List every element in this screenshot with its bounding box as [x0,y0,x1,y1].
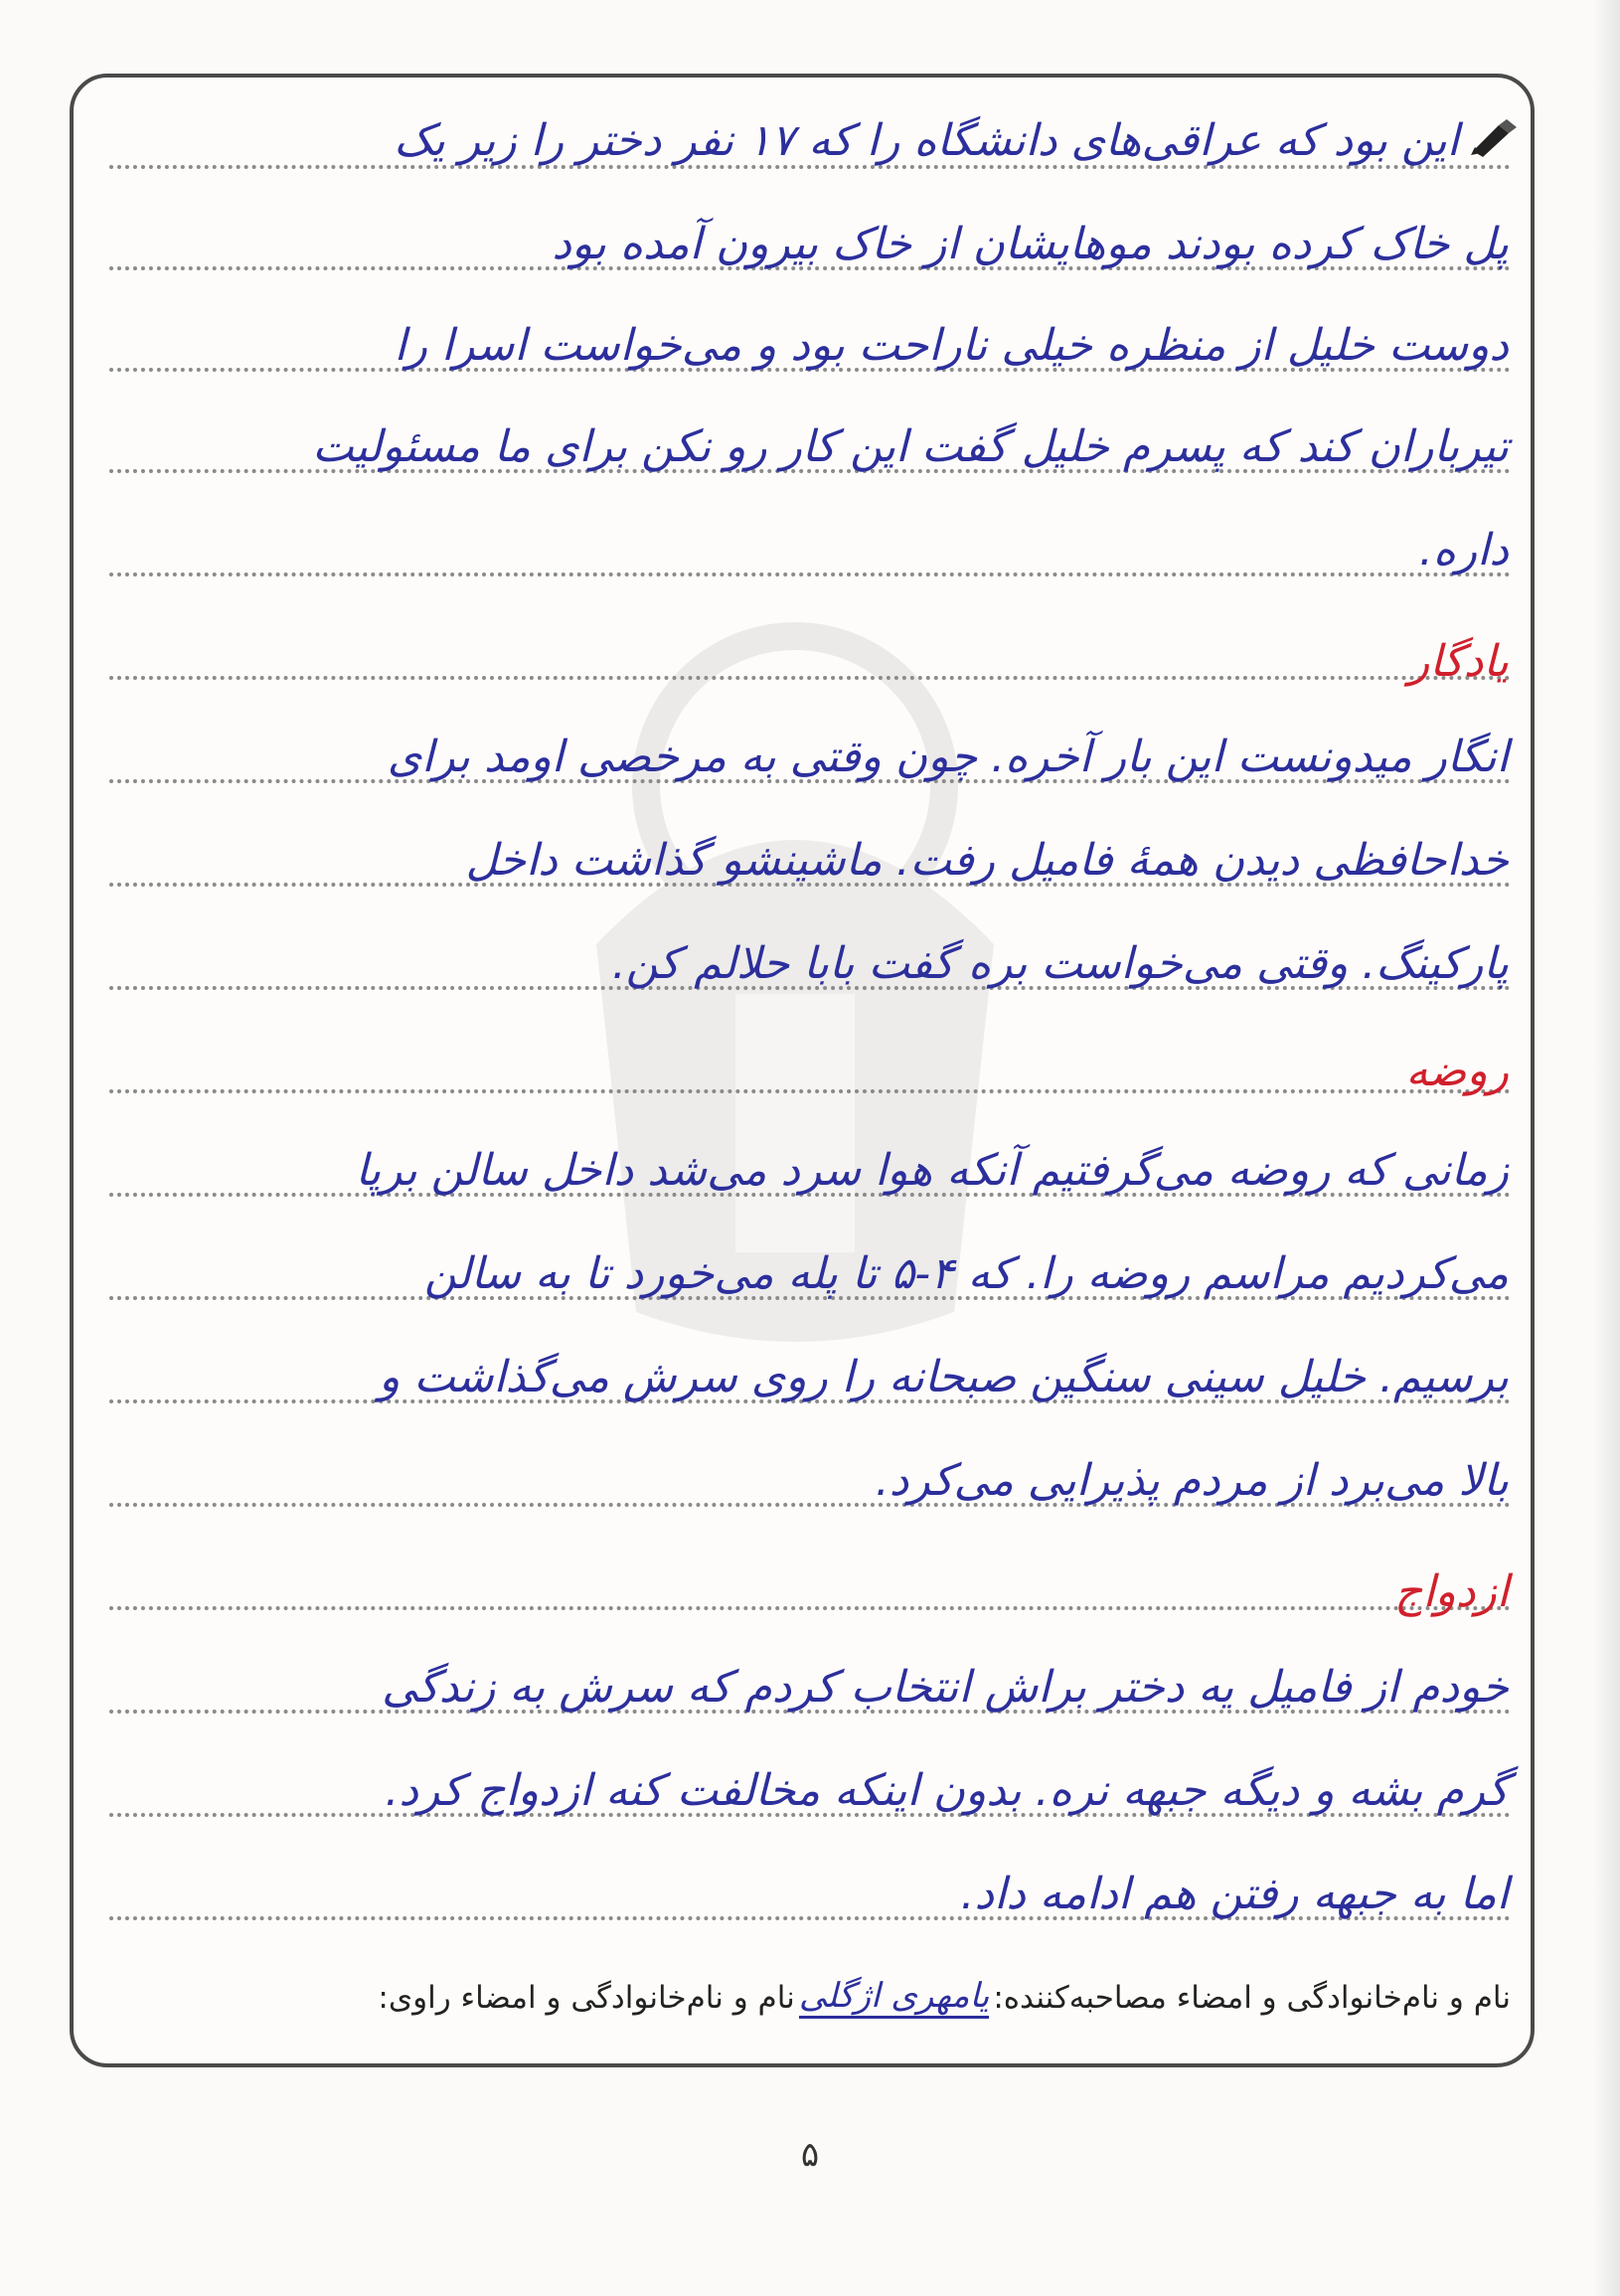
handwritten-line-10: می‌کردیم مراسم روضه را. که ۴-۵ تا پله می‌خورد تا به سالن [423,1248,1509,1299]
handwritten-line-9: زمانی که روضه می‌گرفتیم آنکه هوا سرد می‌شد داخل سالن برپا [355,1145,1509,1196]
handwritten-line-2: پل خاک کرده بودند موهایشان از خاک بیرون آمده بود [552,219,1509,269]
interviewer-label: نام و نام‌خانوادگی و امضاء مصاحبه‌کننده: [993,1979,1511,2016]
ruling-line [109,1606,1511,1610]
handwritten-line-8: پارکینگ. وقتی می‌خواست بره گفت بابا حلالم کن. [611,938,1509,989]
heading-ezdevaj: ازدواج [1394,1566,1509,1617]
handwritten-line-15: اما به جبهه رفتن هم ادامه داد. [960,1869,1509,1919]
narrator-label: نام و نام‌خانوادگی و امضاء راوی: [378,1979,795,2016]
ruling-line [109,676,1511,680]
ruling-line [109,1089,1511,1093]
interviewer-signature: یامهری اژگلی [799,1976,990,2019]
handwritten-line-14: گرم بشه و دیگه جبهه نره. بدون اینکه مخالفت کنه ازدواج کرد. [385,1765,1509,1816]
handwritten-line-6: انگار میدونست این بار آخره. چون وقتی به مرخصی اومد برای [387,732,1509,782]
ruling-line [109,573,1511,576]
heading-rozeh: روضه [1405,1046,1509,1096]
signature-footer [109,1976,1511,2019]
handwritten-line-3: دوست خلیل از منظره خیلی ناراحت بود و می‌خواست اسرا را [394,320,1509,371]
handwritten-line-5: داره. [1418,525,1509,575]
page-number: ۵ [800,2135,820,2175]
handwritten-line-13: خودم از فامیل یه دختر براش انتخاب کردم که سرش به زندگی [382,1662,1509,1713]
heading-yadegar: یادگار [1408,636,1509,687]
handwritten-line-7: خداحافظی دیدن همهٔ فامیل رفت. ماشینشو گذاشت داخل [465,835,1509,886]
handwritten-line-4: تیرباران کند که پسرم خلیل گفت این کار رو نکن برای ما مسئولیت [312,421,1509,472]
page-binding-edge [1594,0,1620,2296]
handwritten-line-12: بالا می‌برد از مردم پذیرایی می‌کرد. [875,1455,1509,1506]
pen-icon [1469,117,1521,157]
handwritten-line-1: این بود که عراقی‌های دانشگاه را که ۱۷ نفر دختر را زیر یک [394,115,1459,166]
handwritten-line-11: برسیم. خلیل سینی سنگین صبحانه را روی سرش می‌گذاشت و [379,1352,1509,1402]
